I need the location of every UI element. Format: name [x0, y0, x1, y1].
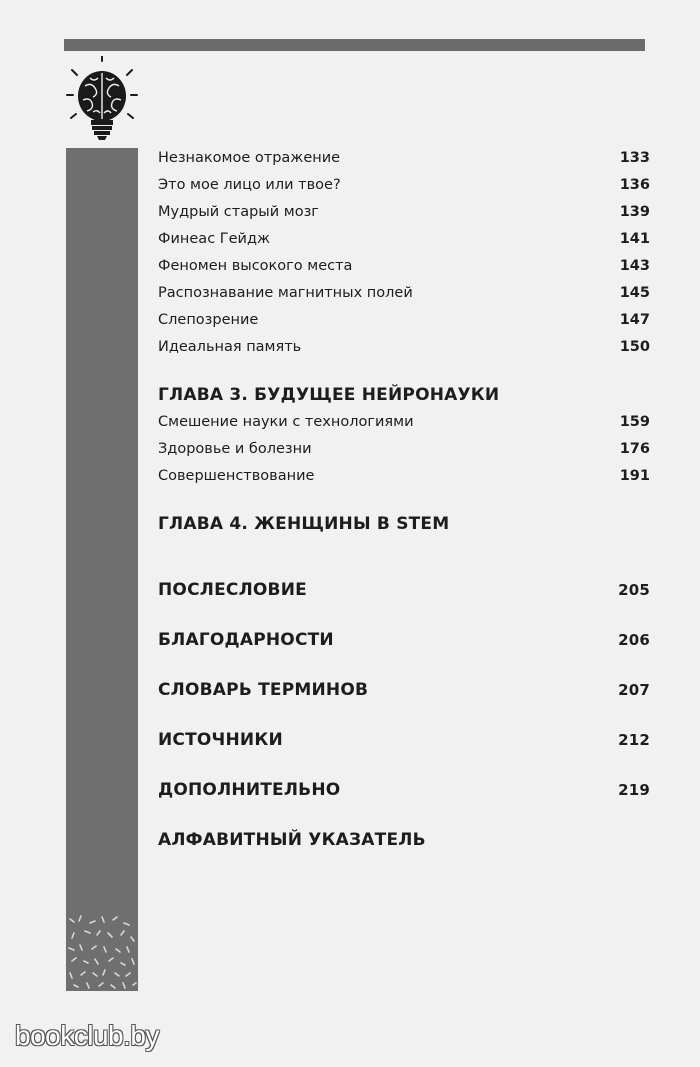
- entry-title: Мудрый старый мозг: [158, 203, 319, 220]
- toc-entry: [158, 408, 650, 435]
- section-page: 205: [618, 581, 650, 599]
- chapter-3-title: [158, 382, 650, 408]
- entry-page: 133: [619, 149, 650, 166]
- section-page: 206: [618, 631, 650, 649]
- section-title: ИСТОЧНИКИ: [158, 730, 283, 750]
- section-entry: [158, 665, 650, 715]
- entry-title: Незнакомое отражение: [158, 149, 341, 166]
- section-title: ДОПОЛНИТЕЛЬНО: [158, 780, 341, 800]
- entry-page: 141: [619, 230, 650, 247]
- table-of-contents: [158, 144, 650, 865]
- section-page: 207: [618, 681, 650, 699]
- toc-entry: [158, 279, 650, 306]
- section-entry: [158, 715, 650, 765]
- section-title: ПОСЛЕСЛОВИЕ: [158, 580, 307, 600]
- toc-entry: [158, 171, 650, 198]
- toc-entry: [158, 306, 650, 333]
- toc-entry: [158, 252, 650, 279]
- watermark: bookclub.by: [15, 1020, 159, 1051]
- entry-page: 147: [619, 311, 650, 328]
- entry-title: Здоровье и болезни: [158, 440, 312, 457]
- section-entry: [158, 815, 650, 865]
- toc-entry: [158, 225, 650, 252]
- chapter-4-title: [158, 511, 650, 537]
- section-title: АЛФАВИТНЫЙ УКАЗАТЕЛЬ: [158, 830, 426, 850]
- entry-title: Смешение науки с технологиями: [158, 413, 414, 430]
- entry-title: Совершенствование: [158, 467, 315, 484]
- chapter-title-text: ГЛАВА 3. БУДУЩЕЕ НЕЙРОНАУКИ: [158, 385, 500, 405]
- entry-page: 159: [619, 413, 650, 430]
- section-title: БЛАГОДАРНОСТИ: [158, 630, 334, 650]
- section-entry: [158, 565, 650, 615]
- toc-entry: [158, 144, 650, 171]
- entry-page: 145: [619, 284, 650, 301]
- toc-entry: [158, 198, 650, 225]
- toc-entry: [158, 333, 650, 360]
- section-entry: [158, 615, 650, 665]
- entry-page: 136: [619, 176, 650, 193]
- toc-entry: [158, 435, 650, 462]
- section-entry: [158, 765, 650, 815]
- entry-title: Распознавание магнитных полей: [158, 284, 413, 301]
- section-page: 219: [618, 781, 650, 799]
- chapter-title-text: ГЛАВА 4. ЖЕНЩИНЫ В STEM: [158, 514, 450, 534]
- section-title: СЛОВАРЬ ТЕРМИНОВ: [158, 680, 369, 700]
- toc-group-1: [158, 144, 650, 360]
- entry-page: 150: [619, 338, 650, 355]
- brain-lightbulb-icon: [63, 56, 141, 142]
- dash-pattern: [66, 913, 138, 991]
- entry-page: 143: [619, 257, 650, 274]
- entry-title: Это мое лицо или твое?: [158, 176, 341, 193]
- top-bar: [64, 39, 645, 51]
- entry-page: 191: [619, 467, 650, 484]
- entry-title: Слепозрение: [158, 311, 259, 328]
- entry-title: Идеальная память: [158, 338, 302, 355]
- entry-page: 139: [619, 203, 650, 220]
- section-page: 212: [618, 731, 650, 749]
- entry-page: 176: [619, 440, 650, 457]
- toc-entry: [158, 462, 650, 489]
- entry-title: Финеас Гейдж: [158, 230, 271, 247]
- side-stripe: [66, 148, 138, 991]
- entry-title: Феномен высокого места: [158, 257, 353, 274]
